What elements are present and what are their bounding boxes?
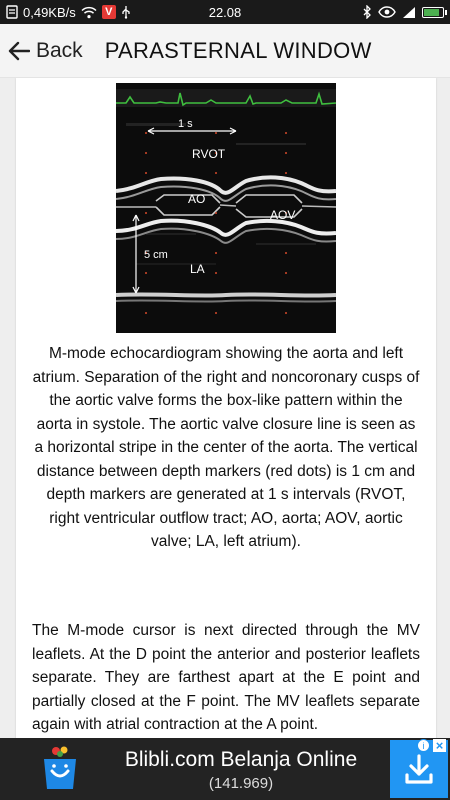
clock: 22.08 — [208, 4, 242, 20]
app-bar — [0, 24, 450, 78]
page-title: PARASTERNAL WINDOW — [104, 37, 372, 63]
signal-icon — [402, 6, 416, 19]
ad-close-icon[interactable]: × — [433, 739, 446, 752]
label-aov: AOV — [270, 208, 296, 222]
app-badge: V — [102, 5, 116, 19]
ad-banner[interactable] — [0, 738, 450, 800]
eye-icon — [378, 6, 396, 18]
notification-icon — [6, 5, 18, 19]
usb-icon — [121, 5, 131, 19]
body-paragraph: The M-mode cursor is next directed through the MV leaflets. At the D point the anterior and posterior leaflets separate. They are farthest apart at the E point and partially closed at the F point. The MV leaflets separate again with atrial contraction at the A point. — [32, 622, 420, 733]
content-scroll-area[interactable] — [0, 78, 450, 738]
label-la: LA — [190, 262, 205, 276]
download-icon — [403, 753, 435, 785]
ad-rating-count: (141.969) — [208, 774, 274, 792]
echocardiogram-image — [116, 83, 336, 333]
ad-title: Blibli.com Belanja Online — [124, 747, 358, 771]
label-depth-scale: 5 cm — [144, 249, 168, 261]
wifi-icon — [81, 6, 97, 19]
back-button[interactable] — [0, 24, 93, 77]
ad-info-icon[interactable]: i — [417, 739, 430, 752]
network-speed: 0,49KB/s — [23, 4, 76, 20]
blibli-logo-icon — [36, 745, 84, 793]
label-ao: AO — [188, 192, 206, 206]
label-time-scale: 1 s — [178, 118, 193, 130]
figure-caption: M-mode echocardiogram showing the aorta and left atrium. Separation of the right and noncoronary cusps of the aortic valve forms the box-like pattern within the aorta in systole. The aortic valve closure line is seen as a horizontal stripe in the center of the aorta. The vertical distance between depth markers (red dots) is 1 cm and depth markers are generated at 1 s intervals (RVOT, right ventricular outflow tract; AO, aorta; AOV, aortic valve; LA, left atrium). — [32, 345, 420, 550]
bluetooth-icon — [363, 5, 372, 19]
status-bar — [0, 0, 450, 24]
article-card — [16, 78, 436, 738]
back-label: Back — [36, 38, 83, 62]
battery-icon — [422, 7, 444, 18]
arrow-left-icon — [8, 41, 30, 61]
label-rvot: RVOT — [192, 147, 226, 161]
